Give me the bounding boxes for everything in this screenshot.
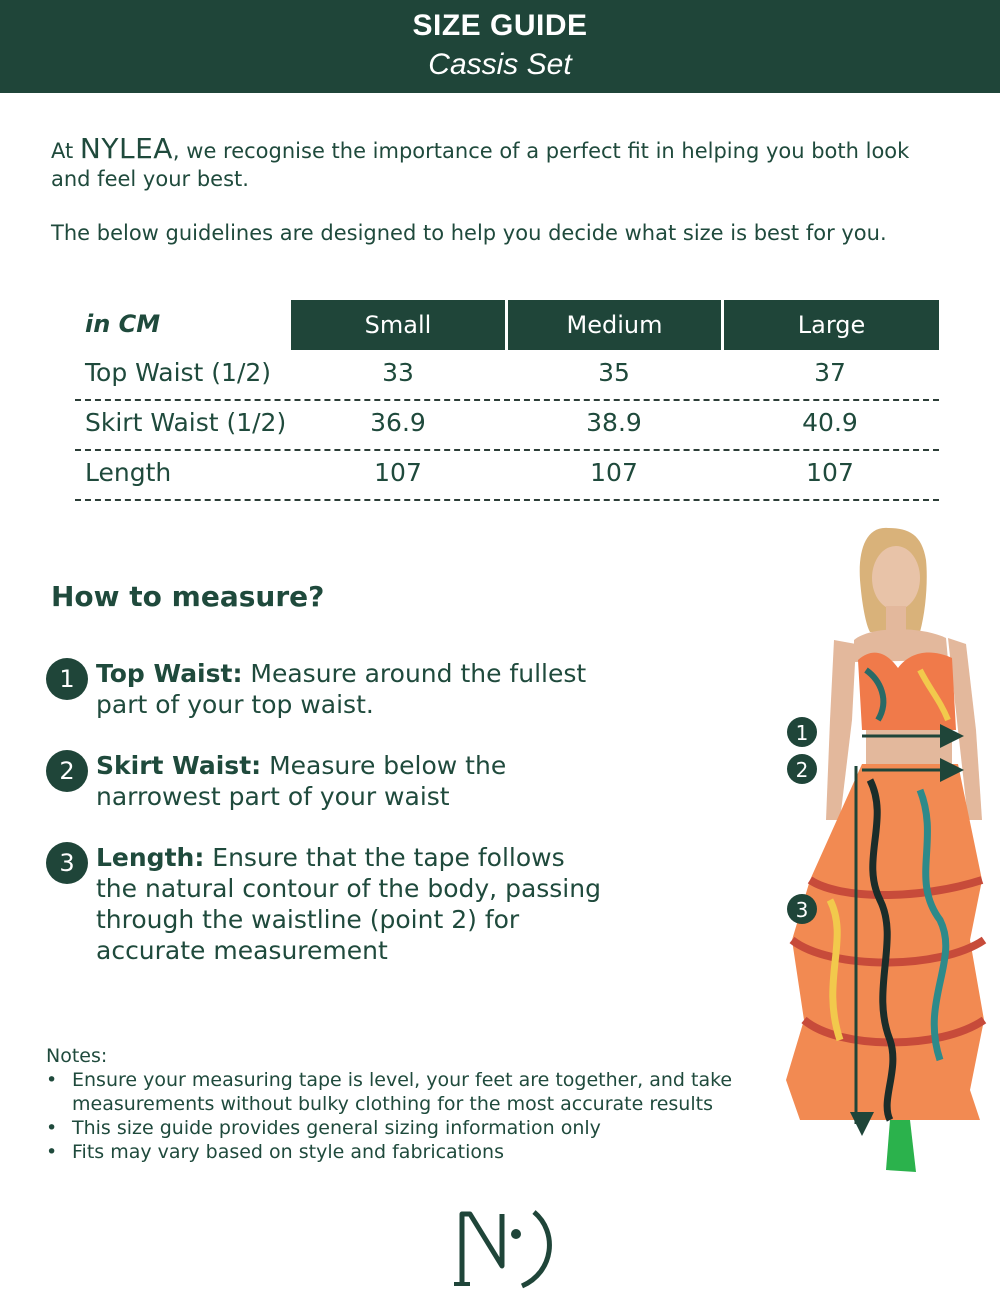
model-neck — [886, 606, 906, 632]
notes-section — [46, 1044, 786, 1164]
note-item: • Ensure your measuring tape is level, your feet are together, and take measurements without bulky clothing for the most accurate results — [46, 1068, 786, 1116]
step-number-badge: 1 — [46, 658, 88, 700]
table-row — [75, 400, 939, 451]
intro-at: At — [51, 139, 74, 163]
model-shoe — [886, 1120, 916, 1172]
notes-title: Notes: — [46, 1045, 108, 1067]
marker-2-label: 2 — [795, 758, 809, 782]
table-cell: 40.9 — [802, 408, 858, 437]
step-description: Measure below the narrowest part of your waist — [96, 751, 507, 811]
table-cell: 107 — [806, 458, 854, 487]
marker-1-label: 1 — [795, 721, 809, 745]
notes-list — [46, 1068, 786, 1164]
intro-text — [51, 132, 951, 247]
intro-guideline: The below guidelines are designed to help you decide what size is best for you. — [51, 221, 887, 245]
step-text — [96, 842, 606, 966]
row-label: Length — [85, 458, 172, 487]
table-cell: 36.9 — [370, 408, 426, 437]
column-header-small: Small — [291, 300, 505, 350]
table-cell: 38.9 — [586, 408, 642, 437]
table-cell: 33 — [382, 358, 414, 387]
row-label: Skirt Waist (1/2) — [85, 408, 287, 437]
brand-name: NYLEA — [79, 132, 173, 165]
table-row — [75, 450, 939, 501]
unit-label: in CM — [85, 310, 161, 338]
product-name: Cassis Set — [428, 48, 572, 81]
header-banner — [0, 0, 1000, 93]
how-to-measure-heading: How to measure? — [51, 580, 325, 613]
intro-paragraph — [51, 132, 951, 193]
step-description: Ensure that the tape follows the natural contour of the body, passing through the waistline (point 2) for accurate measurement — [96, 843, 601, 965]
model-figure-image — [770, 520, 1000, 1180]
row-label: Top Waist (1/2) — [85, 358, 272, 387]
page-title: SIZE GUIDE — [412, 9, 588, 42]
marker-3-label: 3 — [795, 898, 809, 922]
model-top — [858, 653, 956, 730]
step-title: Length: — [96, 843, 205, 872]
step-text — [96, 750, 606, 812]
table-cell: 37 — [814, 358, 846, 387]
table-cell: 107 — [590, 458, 638, 487]
note-item: • This size guide provides general sizing information only — [46, 1116, 786, 1140]
step-text — [96, 658, 606, 720]
table-cell: 35 — [598, 358, 630, 387]
intro-rest: , we recognise the importance of a perfect fit in helping you both look and feel your best. — [51, 139, 910, 191]
brand-logo — [440, 1202, 560, 1292]
step-number-badge: 2 — [46, 750, 88, 792]
model-face — [872, 546, 920, 610]
note-item: • Fits may vary based on style and fabrications — [46, 1140, 786, 1164]
step-title: Top Waist: — [96, 659, 243, 688]
step-title: Skirt Waist: — [96, 751, 262, 780]
step-description: Measure around the fullest part of your top waist. — [96, 659, 587, 719]
column-header-large: Large — [724, 300, 939, 350]
table-row — [75, 350, 939, 401]
step-number-badge: 3 — [46, 842, 88, 884]
column-header-medium: Medium — [508, 300, 721, 350]
table-cell: 107 — [374, 458, 422, 487]
